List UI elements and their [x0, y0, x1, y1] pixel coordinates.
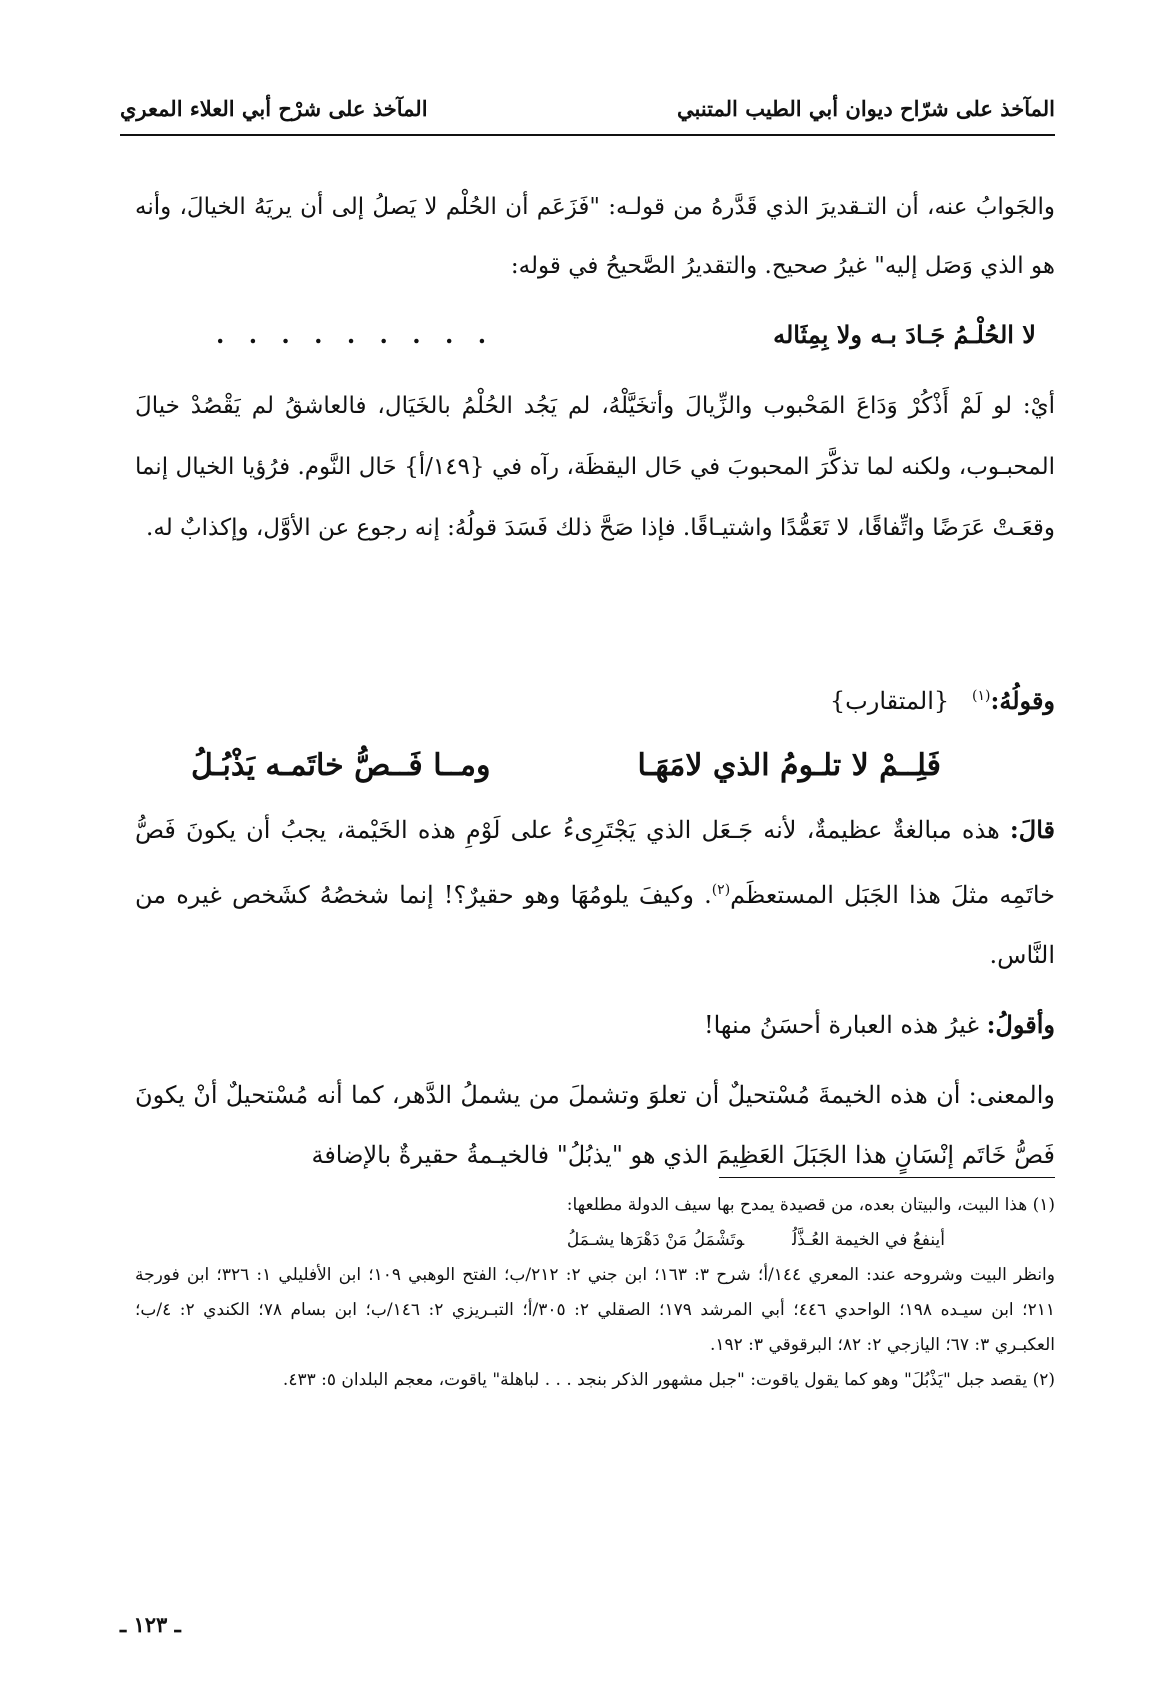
header-book-title: المآخذ على شرّاح ديوان أبي الطيب المتنبي	[677, 96, 1055, 121]
commentary-text: غيرُ هذه العبارة أحسَنُ منها!	[703, 1011, 987, 1039]
commentary-text: والمعنى: أن هذه الخيمةَ مُسْتحيلٌ أن تعلوَ وتشملَ من يشملُ الدَّهر، كما أنه مُسْتحيلٌ أنْ يكونَ فَصُّ خَاتَم إنْسَانٍ هذا الجَبَلَ العَظِيمَ الذي هو "يذبُلُ" فالخيـمةُ حقيرةٌ بالإضافة	[135, 1081, 1055, 1169]
commentary	[135, 800, 1055, 1195]
quoted-verse	[186, 320, 1036, 370]
commentary-text: هذه مبالغةٌ عظيمةٌ، لأنه جَـعَل الذي يَجْتَرِىءُ على لَوْمِ هذه الخَيْمة، يجبُ أن يكونَ فَصُّ خاتَمِه مثلَ هذا الجَبَل المستعظَم	[135, 816, 1055, 909]
footnote-rule	[719, 1177, 1055, 1178]
poem-meter: {المتقارب}	[829, 687, 950, 715]
commentary-paragraph	[135, 995, 1055, 1055]
running-header	[120, 92, 1055, 134]
footnote-ref[interactable]: (١)	[972, 688, 991, 704]
poem-hemistich-right: فَلِــمْ لا تلـومُ الذي لامَهَـا	[637, 748, 941, 783]
footnote-verse-left: وتَشْمَلُ مَنْ دَهْرَها يشـمَلُ	[566, 1230, 745, 1250]
footnote-2: (٢) يقصد جبل "يَذْبُلَ" وهو كما يقول ياقوت: "جبل مشهور الذكر بنجد . . . لباهلة" ياقوت، معجم البلدان ٥: ٤٣٣.	[282, 1370, 1055, 1390]
footnote-1-verse	[135, 1223, 1055, 1258]
body-paragraph-1	[135, 178, 1055, 296]
footnote-1-intro: (١) هذا البيت، والبيتان بعده، من قصيدة يمدح بها سيف الدولة مطلعها:	[566, 1195, 1055, 1215]
footnote-1-sources: وانظر البيت وشروحه عند: المعري ١٤٤/أ؛ شرح ٣: ١٦٣؛ ابن جني ٢: ٢١٢/ب؛ الفتح الوهبي ١٠٩؛ ابن الأفليلي ١: ٣٢٦؛ ابن فورجة ٢١١؛ ابن سيـده ١٩٨؛ الواحدي ٤٤٦؛ أبي المرشد ١٧٩؛ الصقلي ٢: ٣٠٥/أ؛ التبـريزي ٢: ١٤٦/ب؛ ابن بسام ٧٨؛ الكندي ٢: ٤/ب؛ العكبـري ٣: ٦٧؛ اليازجي ٢: ٨٢؛ البرقوقي ٣: ١٩٢.	[135, 1265, 1055, 1355]
footnote-verse-right: أينفعُ في الخيمة العُـذَّلُ	[792, 1230, 945, 1250]
poem-verse	[191, 748, 941, 800]
footnotes	[135, 1188, 1055, 1398]
body-paragraph-2	[135, 376, 1055, 559]
paragraph-text: أيْ: لو لَمْ أَذْكُرْ وَدَاعَ المَحْبوب والزِّيالَ وأتخَيَّلْهُ، لم يَجُد الحُلْمُ بالخَيَال، فالعاشقُ لم يَقْصُدْ خيالَ المحبـوب، ولكنه لما تذكَّرَ المحبوبَ في حَال اليقظَة، رآه في {١٤٩/أ} حَال النَّوم. فرُؤيا الخيال إنما وقعَـتْ عَرَضًا واتِّفاقًا، لا تَعَمُّدًا واشتيـاقًا. فإذا صَحَّ ذلك فَسَدَ قولُهُ: إنه رجوع عن الأوَّل، وإكذابٌ له.	[135, 393, 1055, 541]
header-section-title: المآخذ على شرْح أبي العلاء المعري	[120, 96, 428, 121]
paragraph-text: والجَوابُ عنه، أن التـقديرَ الذي قَدَّرهُ من قولـه: "فَزَعَم أن الحُلْم لا يَصلُ إلى أن يريَهُ الخيالَ، وأنه هو الذي وَصَل إليه" غيرُ صحيح. والتقديرُ الصَّحيحُ في قوله:	[135, 194, 1055, 279]
verse-ellipsis: . . . . . . . . .	[216, 320, 495, 349]
commentary-text: . وكيفَ يلومُهَا وهو حقيرٌ؟! إنما شخصُهُ كشَخص غيره من النَّاس.	[135, 881, 1055, 969]
commentary-lead: وأقولُ:	[986, 1010, 1055, 1039]
commentary-paragraph	[135, 1065, 1055, 1185]
commentary-lead: قالَ:	[1009, 815, 1055, 844]
footnote-ref[interactable]: (٢)	[711, 882, 731, 898]
poem-intro	[830, 686, 1055, 715]
poem-intro-label: وقولُهُ:	[990, 686, 1055, 715]
header-rule	[120, 134, 1055, 136]
verse-hemistich: لا الحُلْـمُ جَـادَ بـه ولا بِمِثَاله	[773, 320, 1036, 349]
poem-hemistich-left: ومــا فَــصُّ خاتَمـه يَذْبُـلُ	[191, 748, 491, 783]
commentary-paragraph	[135, 800, 1055, 985]
page-number: ـ ١٢٣ ـ	[120, 1612, 181, 1637]
